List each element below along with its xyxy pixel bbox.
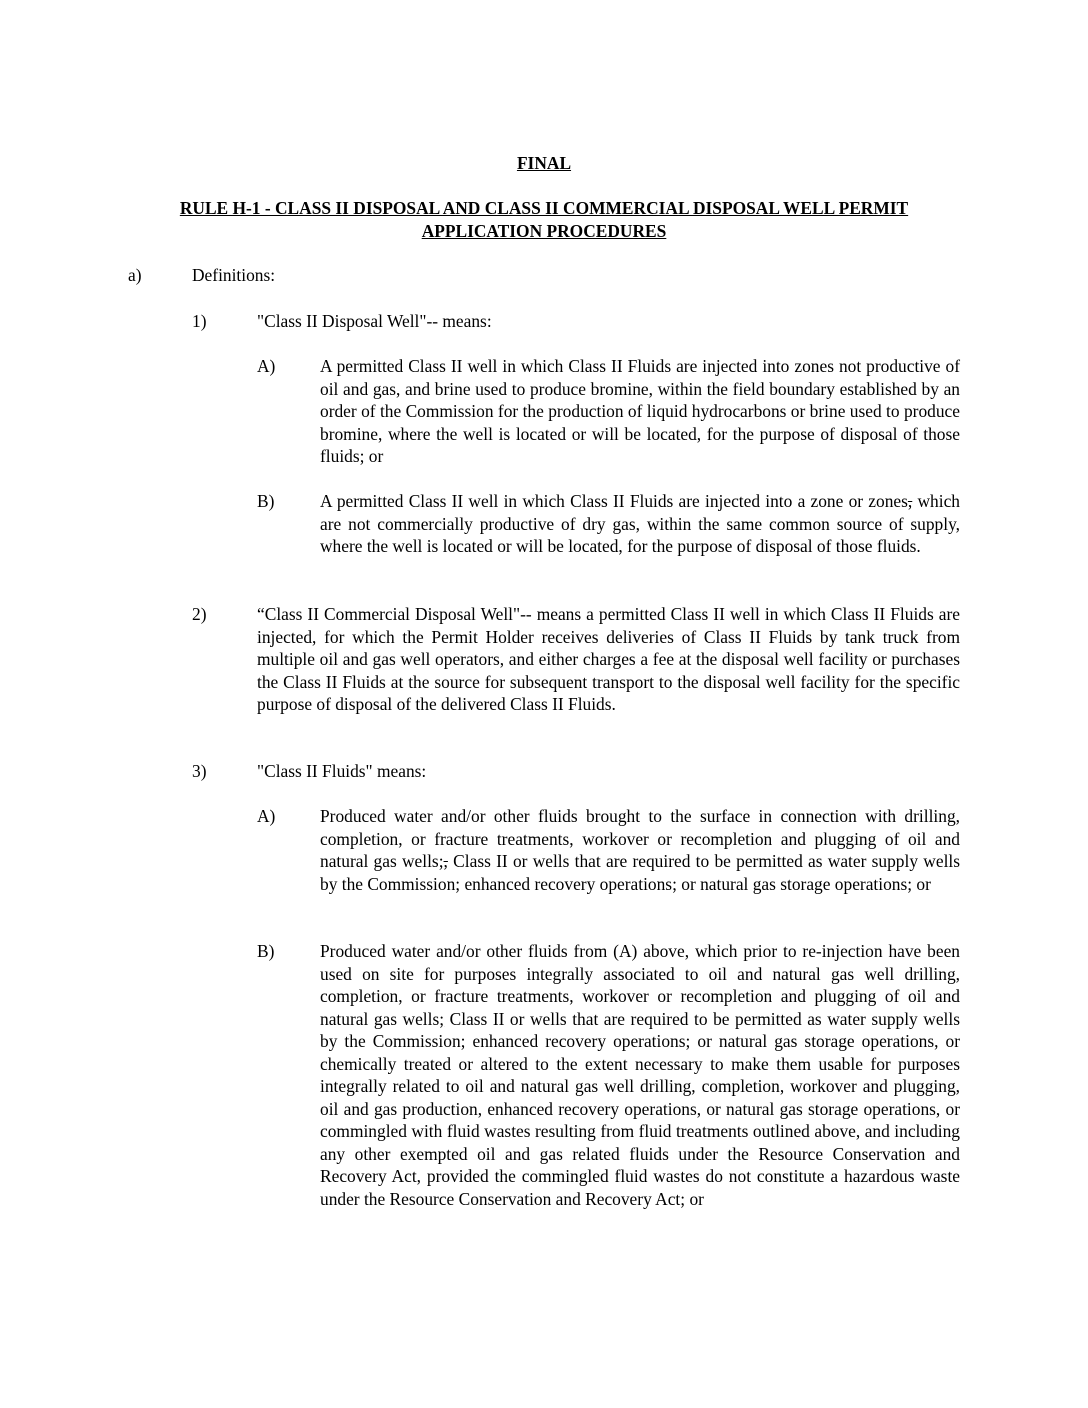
item-3a-paragraph xyxy=(320,805,960,895)
item-3-text: "Class II Fluids" means: xyxy=(257,761,427,781)
item-3b-text-1: Produced water and/or other fluids from (A) above, which prior to re-injection have been used on site for purposes integrally associated to oil and natural gas well drilling, completion, or fracture treatments, workover or recompletion and plugging of oil and natural gas wells xyxy=(320,941,960,1029)
item-2-label: 2) xyxy=(192,604,207,624)
item-1b-text-2: which are not commercially productive of dry gas, within the same common source of supply, where the well is located or will be located, for the purpose of disposal of those fluids. xyxy=(320,491,960,556)
section-a-label: a) xyxy=(128,265,142,285)
item-1a-label: A) xyxy=(257,356,276,376)
item-3a-inserted-text: ; xyxy=(438,851,444,871)
item-3a-struck-text: , xyxy=(443,851,448,871)
item-3b-text-2: Class II or wells that are required to be permitted as water supply wells by the Commission; enhanced recovery operations; or natural gas storage operations, or chemically treated or altered to the extent necessary to make them usable for purposes integrally related to oil and natural gas well drilling, completion, workover and plugging, oil and gas production, enhanced recovery operations, or natural gas storage operations, or commingled with fluid wastes resulting from fluid treatments outlined above, and including any other exempted oil and gas related fluids under the Resource Conservation and Recovery Act, provided the commingled fluid wastes do not constitute a hazardous waste under the Resource Conservation and Recovery Act; or xyxy=(320,1008,960,1209)
item-2-text: “Class II Commercial Disposal Well"-- means a permitted Class II well in which Class II Fluids are injected, for which the Permit Holder receives deliveries of Class II Fluids by tank truck from multiple oil and gas well operators, and either charges a fee at the disposal well facility or purchases the Class II Fluids at the source for subsequent transport to the disposal well facility for the specific purpose of disposal of the delivered Class II Fluids. xyxy=(257,604,960,714)
item-1b-text-1: A permitted Class II well in which Class II Fluids are injected into a zone or zones xyxy=(320,491,908,511)
item-1b-struck-text: , xyxy=(907,491,913,511)
document-title: RULE H-1 - CLASS II DISPOSAL AND CLASS II COMMERCIAL DISPOSAL WELL PERMIT APPLICATION PROCEDURES xyxy=(179,198,909,241)
document-status: FINAL xyxy=(516,153,572,173)
item-3a-label: A) xyxy=(257,806,276,826)
item-3a-text-1: Produced water and/or other fluids brought to the surface in connection with drilling, completion, or fracture treatments, workover or recompletion and plugging of oil and natural gas wells xyxy=(320,806,960,871)
item-3-label: 3) xyxy=(192,761,207,781)
item-1-label: 1) xyxy=(192,311,207,331)
item-1-text: "Class II Disposal Well"-- means: xyxy=(257,311,492,331)
item-1b-paragraph xyxy=(320,490,960,558)
item-3a-text-2: Class II or wells that are required to be permitted as water supply wells by the Commission; enhanced recovery operations; or natural gas storage operations; or xyxy=(320,851,961,894)
section-a-heading: Definitions: xyxy=(192,265,276,285)
item-3b-paragraph xyxy=(320,940,960,1210)
item-1a-text: A permitted Class II well in which Class II Fluids are injected into zones not productive of oil and gas, and brine used to produce bromine, within the field boundary established by an order of the Commission for the production of liquid hydrocarbons or brine used to produce bromine, where the well is located or will be located, for the purpose of disposal of those fluids; or xyxy=(320,356,960,466)
item-3b-inserted-text: ; xyxy=(439,1008,445,1029)
item-3b-label: B) xyxy=(257,941,275,961)
item-1b-label: B) xyxy=(257,491,275,511)
